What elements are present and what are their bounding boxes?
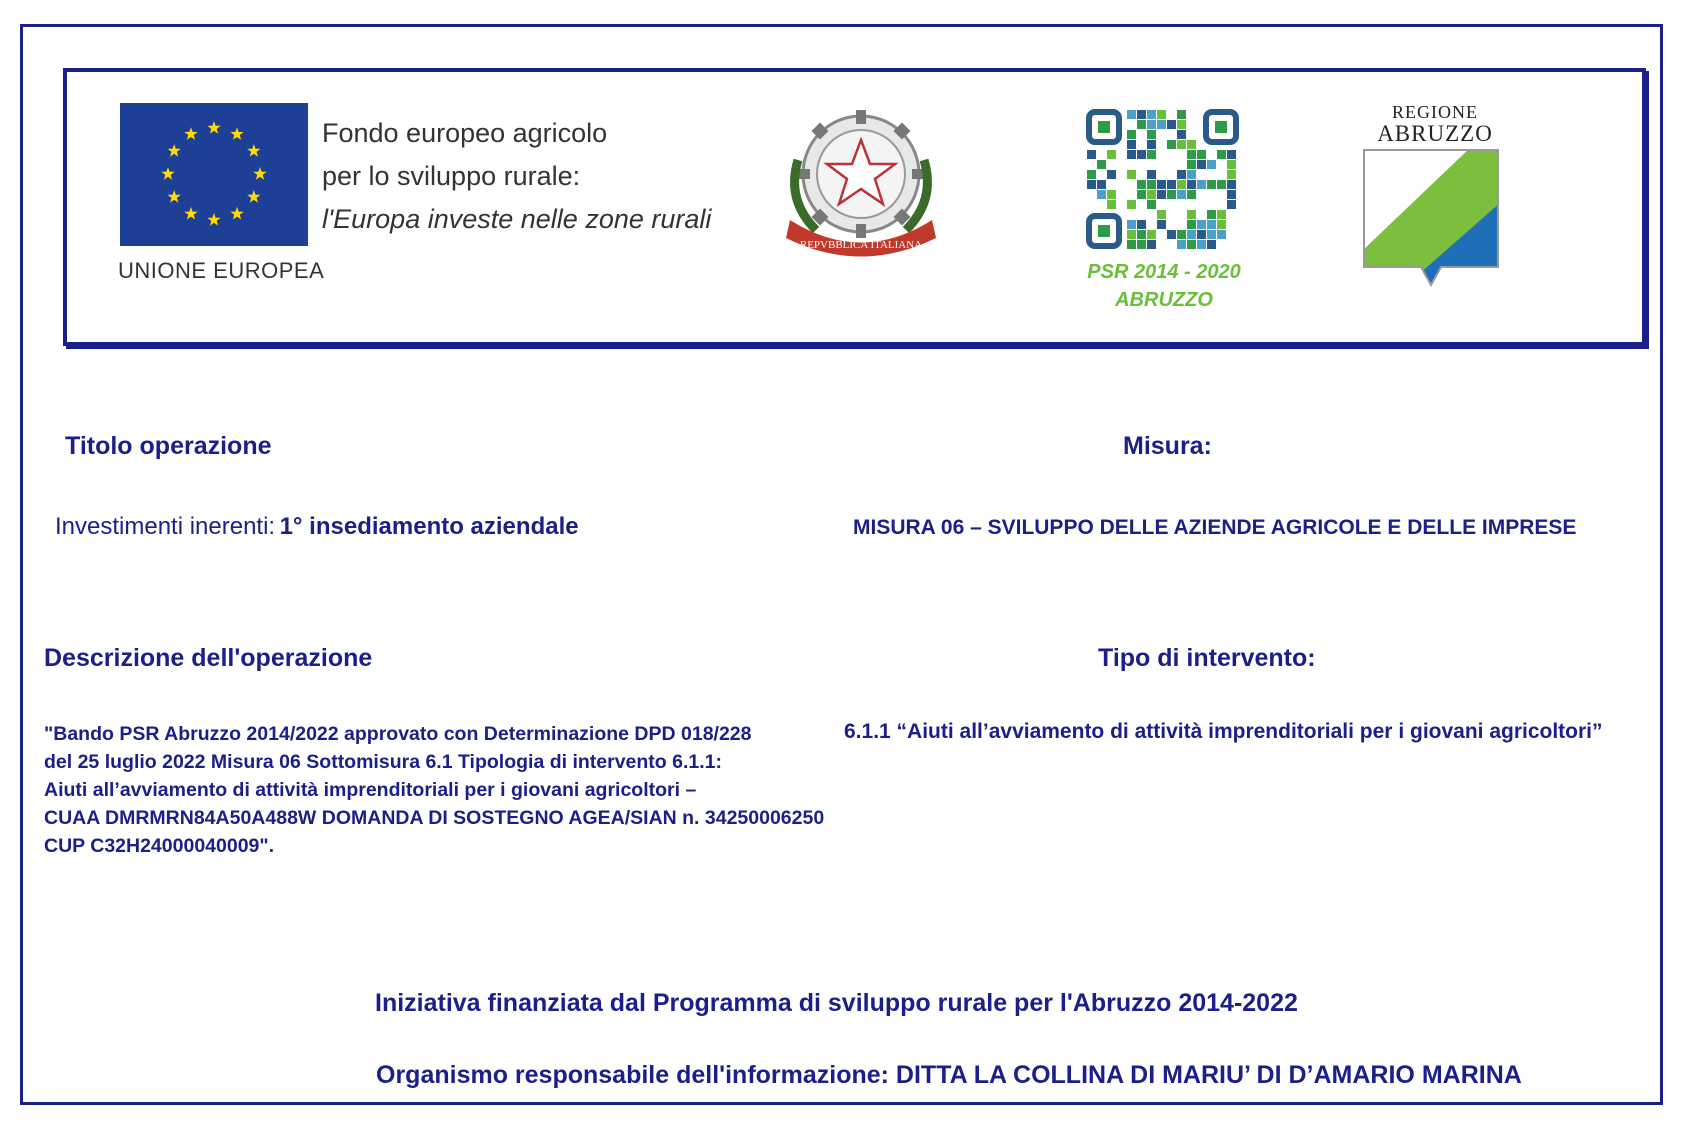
regione-line-1: REGIONE — [1392, 102, 1478, 122]
measure-heading: Misura: — [1123, 432, 1212, 460]
title-heading: Titolo operazione — [65, 432, 272, 460]
eu-fund-line-3: l'Europa investe nelle zone rurali — [322, 204, 712, 234]
eu-fund-line-1: Fondo europeo agricolo — [322, 118, 608, 148]
emblem-text: REPVBBLICA ITALIANA — [799, 239, 923, 251]
description-line-3: Aiuti all’avviamento di attività imprenditoriali per i giovani agricoltori – — [44, 779, 697, 801]
eu-fund-line-2: per lo sviluppo rurale: — [322, 161, 581, 191]
italian-republic-emblem-icon — [776, 100, 946, 260]
qr-code-icon — [1085, 108, 1240, 250]
description-line-4: CUAA DMRMRN84A50A488W DOMANDA DI SOSTEGNO AGEA/SIAN n. 34250006250 — [44, 807, 825, 829]
description-line-5: CUP C32H24000040009". — [44, 835, 275, 857]
regione-label — [1355, 102, 1515, 147]
title-prefix: Investimenti inerenti: — [55, 513, 276, 540]
title-row — [55, 513, 579, 541]
regione-line-2: ABRUZZO — [1377, 121, 1493, 146]
description-line-2: del 25 luglio 2022 Misura 06 Sottomisura 6.1 Tipologia di intervento 6.1.1: — [44, 751, 722, 773]
psr-line-2: ABRUZZO — [1115, 289, 1213, 311]
responsible-statement: Organismo responsabile dell'informazione: DITTA LA COLLINA DI MARIU’ DI D’AMARIO MARINA — [376, 1061, 1522, 1089]
eu-fund-text — [322, 112, 711, 241]
description-line-1: "Bando PSR Abruzzo 2014/2022 approvato con Determinazione DPD 018/228 — [44, 723, 752, 745]
financing-statement: Iniziativa finanziata dal Programma di sviluppo rurale per l'Abruzzo 2014-2022 — [375, 989, 1298, 1017]
intervention-heading: Tipo di intervento: — [1098, 644, 1316, 672]
eu-flag-icon — [120, 103, 308, 246]
psr-logo-text — [1074, 258, 1254, 314]
title-value: 1° insediamento aziendale — [279, 513, 579, 540]
abruzzo-shield-icon — [1361, 147, 1501, 290]
eu-label: UNIONE EUROPEA — [118, 258, 325, 283]
description-text — [44, 720, 824, 860]
intervention-value: 6.1.1 “Aiuti all’avviamento di attività imprenditoriali per i giovani agricoltori” — [844, 720, 1603, 743]
description-heading: Descrizione dell'operazione — [44, 644, 373, 672]
psr-line-1: PSR 2014 - 2020 — [1087, 261, 1241, 283]
measure-value: MISURA 06 – SVILUPPO DELLE AZIENDE AGRICOLE E DELLE IMPRESE — [853, 516, 1577, 539]
